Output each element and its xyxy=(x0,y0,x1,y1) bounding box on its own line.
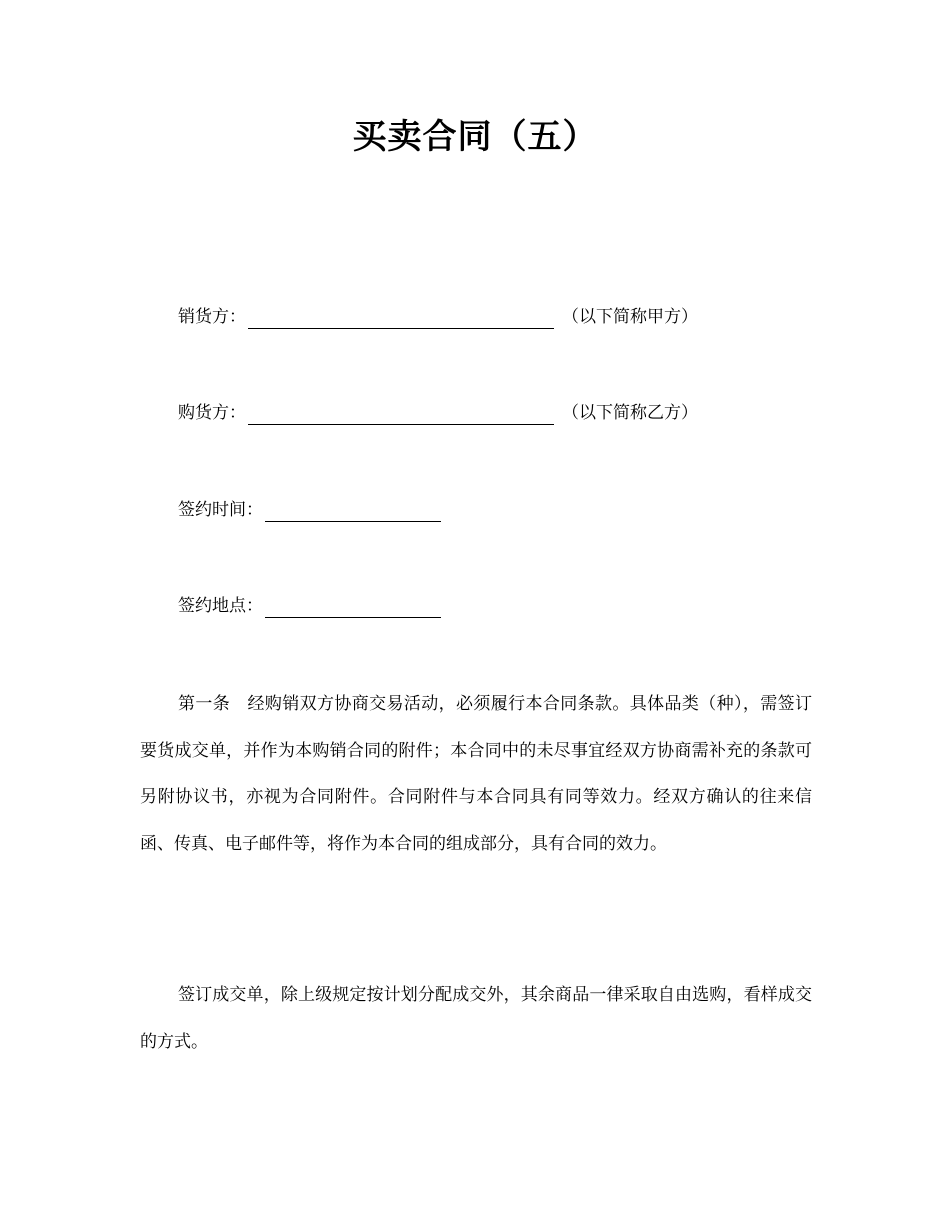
sign-place-blank-line[interactable] xyxy=(265,597,441,618)
buyer-label: 购货方： xyxy=(178,403,246,423)
buyer-blank-line[interactable] xyxy=(248,404,554,425)
sign-time-blank-line[interactable] xyxy=(265,501,441,522)
seller-label: 销货方： xyxy=(178,307,246,327)
buyer-note: （以下简称乙方） xyxy=(562,403,698,423)
document-title: 买卖合同（五） xyxy=(352,117,598,157)
article-one-paragraph: 第一条 经购销双方协商交易活动，必须履行本合同条款。具体品类（种），需签订要货成交单，并作为本购销合同的附件；本合同中的未尽事宜经双方协商需补充的条款可另附协议书，亦视为合同附件。合同附件与本合同具有同等效力。经双方确认的往来信函、传真、电子邮件等，将作为本合同的组成部分，具有合同的效力。 xyxy=(140,694,812,854)
seller-blank-line[interactable] xyxy=(248,308,554,329)
buyer-field xyxy=(178,401,698,425)
sign-time-label: 签约时间： xyxy=(178,500,263,520)
sign-place-field xyxy=(178,594,449,618)
seller-note: （以下简称甲方） xyxy=(562,307,698,327)
sign-place-label: 签约地点： xyxy=(178,596,263,616)
order-paragraph: 签订成交单，除上级规定按计划分配成交外，其余商品一律采取自由选购，看样成交的方式。 xyxy=(140,985,812,1052)
seller-field xyxy=(178,305,698,329)
sign-time-field xyxy=(178,498,449,522)
